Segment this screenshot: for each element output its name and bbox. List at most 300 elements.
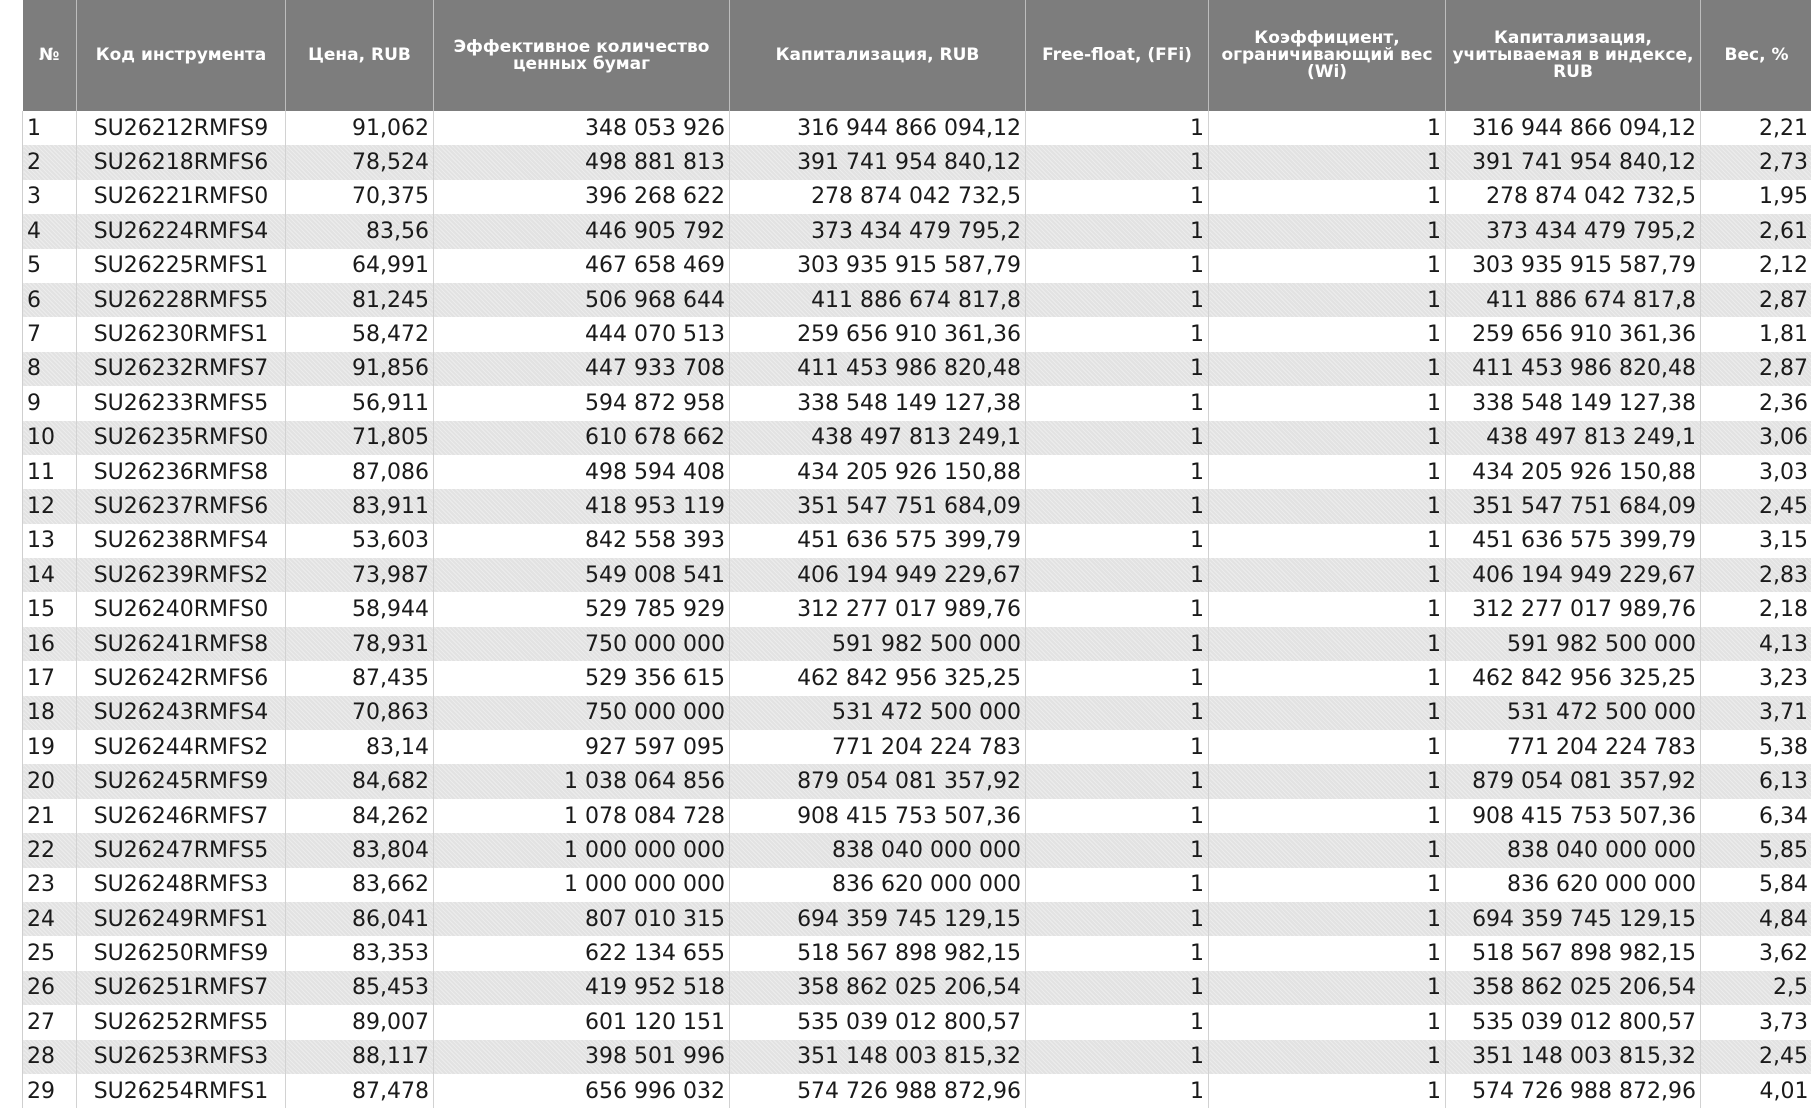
cell-instrument-code: SU26246RMFS7 — [77, 799, 286, 833]
header-index-capitalization: Капитализация, учитываемая в индексе, RUB — [1446, 0, 1701, 111]
header-effective-quantity: Эффективное количество ценных бумаг — [434, 0, 730, 111]
table-row — [23, 455, 1811, 489]
cell-weight-coefficient: 1 — [1209, 352, 1446, 386]
index-composition-table — [22, 0, 1811, 1108]
cell-free-float: 1 — [1026, 868, 1209, 902]
cell-price: 64,991 — [286, 249, 434, 283]
header-instrument-code: Код инструмента — [77, 0, 286, 111]
table-row — [23, 180, 1811, 214]
cell-effective-quantity: 807 010 315 — [434, 902, 730, 936]
table-row — [23, 421, 1811, 455]
cell-number: 24 — [23, 902, 77, 936]
cell-price: 58,944 — [286, 592, 434, 626]
cell-instrument-code: SU26225RMFS1 — [77, 249, 286, 283]
cell-free-float: 1 — [1026, 283, 1209, 317]
cell-number: 25 — [23, 936, 77, 970]
cell-instrument-code: SU26236RMFS8 — [77, 455, 286, 489]
table-row — [23, 352, 1811, 386]
cell-capitalization: 316 944 866 094,12 — [730, 111, 1026, 145]
cell-index-capitalization: 531 472 500 000 — [1446, 696, 1701, 730]
cell-effective-quantity: 529 785 929 — [434, 592, 730, 626]
cell-instrument-code: SU26230RMFS1 — [77, 317, 286, 351]
cell-weight: 4,13 — [1701, 627, 1811, 661]
cell-effective-quantity: 418 953 119 — [434, 489, 730, 523]
cell-free-float: 1 — [1026, 214, 1209, 248]
cell-number: 16 — [23, 627, 77, 661]
cell-capitalization: 879 054 081 357,92 — [730, 764, 1026, 798]
cell-price: 83,56 — [286, 214, 434, 248]
cell-capitalization: 411 453 986 820,48 — [730, 352, 1026, 386]
cell-index-capitalization: 591 982 500 000 — [1446, 627, 1701, 661]
cell-instrument-code: SU26250RMFS9 — [77, 936, 286, 970]
table-row — [23, 283, 1811, 317]
cell-free-float: 1 — [1026, 730, 1209, 764]
cell-capitalization: 391 741 954 840,12 — [730, 145, 1026, 179]
cell-weight-coefficient: 1 — [1209, 696, 1446, 730]
cell-capitalization: 836 620 000 000 — [730, 868, 1026, 902]
table-row — [23, 249, 1811, 283]
cell-weight: 2,73 — [1701, 145, 1811, 179]
cell-index-capitalization: 434 205 926 150,88 — [1446, 455, 1701, 489]
header-row — [23, 0, 1811, 111]
table-row — [23, 833, 1811, 867]
cell-weight: 3,23 — [1759, 665, 1808, 691]
cell-instrument-code: SU26228RMFS5 — [77, 283, 286, 317]
table-body — [23, 111, 1811, 1108]
cell-capitalization: 351 148 003 815,32 — [730, 1040, 1026, 1074]
cell-free-float: 1 — [1026, 936, 1209, 970]
cell-weight-coefficient: 1 — [1209, 764, 1446, 798]
header-weight-coefficient: Коэффициент, ограничивающий вес (Wi) — [1209, 0, 1446, 111]
cell-index-capitalization: 438 497 813 249,1 — [1446, 421, 1701, 455]
cell-weight: 2,87 — [1701, 352, 1811, 386]
table-row — [23, 592, 1811, 626]
cell-free-float: 1 — [1026, 971, 1209, 1005]
cell-weight: 3,06 — [1701, 421, 1811, 455]
cell-index-capitalization: 391 741 954 840,12 — [1446, 145, 1701, 179]
cell-weight: 3,15 — [1759, 528, 1808, 554]
table-row — [23, 661, 1811, 695]
cell-free-float: 1 — [1026, 696, 1209, 730]
cell-weight-coefficient: 1 — [1209, 249, 1446, 283]
cell-index-capitalization: 316 944 866 094,12 — [1446, 111, 1701, 145]
cell-effective-quantity: 419 952 518 — [434, 971, 730, 1005]
cell-free-float: 1 — [1026, 352, 1209, 386]
cell-price: 84,682 — [286, 764, 434, 798]
table-row — [23, 627, 1811, 661]
cell-capitalization: 411 886 674 817,8 — [730, 283, 1026, 317]
cell-instrument-code: SU26240RMFS0 — [77, 592, 286, 626]
cell-instrument-code: SU26221RMFS0 — [77, 180, 286, 214]
cell-free-float: 1 — [1026, 592, 1209, 626]
cell-effective-quantity: 506 968 644 — [434, 283, 730, 317]
cell-index-capitalization: 451 636 575 399,79 — [1446, 524, 1701, 558]
cell-capitalization: 531 472 500 000 — [730, 696, 1026, 730]
cell-price: 89,007 — [286, 1005, 434, 1039]
table-row — [23, 799, 1811, 833]
cell-index-capitalization: 518 567 898 982,15 — [1446, 936, 1701, 970]
cell-index-capitalization: 351 148 003 815,32 — [1446, 1040, 1701, 1074]
cell-weight: 3,73 — [1759, 1009, 1808, 1035]
cell-weight: 6,13 — [1701, 764, 1811, 798]
cell-number: 29 — [23, 1074, 77, 1108]
cell-capitalization: 838 040 000 000 — [730, 833, 1026, 867]
cell-index-capitalization: 771 204 224 783 — [1446, 730, 1701, 764]
cell-price: 87,086 — [286, 455, 434, 489]
cell-price: 83,804 — [286, 833, 434, 867]
cell-price: 87,435 — [286, 661, 434, 695]
cell-effective-quantity: 467 658 469 — [434, 249, 730, 283]
cell-weight: 4,01 — [1759, 1078, 1809, 1104]
cell-weight-coefficient: 1 — [1209, 730, 1446, 764]
cell-capitalization: 518 567 898 982,15 — [730, 936, 1026, 970]
cell-price: 85,453 — [286, 971, 434, 1005]
cell-price: 83,353 — [286, 936, 434, 970]
cell-number: 15 — [23, 592, 77, 626]
cell-instrument-code: SU26212RMFS9 — [77, 111, 286, 145]
cell-weight-coefficient: 1 — [1209, 145, 1446, 179]
cell-effective-quantity: 498 594 408 — [434, 455, 730, 489]
cell-number: 14 — [23, 558, 77, 592]
cell-price: 78,931 — [286, 627, 434, 661]
cell-free-float: 1 — [1026, 249, 1209, 283]
cell-index-capitalization: 278 874 042 732,5 — [1446, 180, 1701, 214]
cell-number: 4 — [23, 214, 77, 248]
cell-number: 18 — [23, 696, 77, 730]
header-number: № — [23, 0, 77, 111]
table-row — [23, 558, 1811, 592]
cell-instrument-code: SU26244RMFS2 — [77, 730, 286, 764]
cell-number: 13 — [23, 524, 77, 558]
cell-index-capitalization: 259 656 910 361,36 — [1446, 317, 1701, 351]
cell-number: 2 — [23, 145, 77, 179]
cell-weight-coefficient: 1 — [1209, 524, 1446, 558]
cell-free-float: 1 — [1026, 1040, 1209, 1074]
index-composition-table-wrapper — [22, 0, 1811, 1108]
cell-price: 56,911 — [286, 386, 434, 420]
cell-free-float: 1 — [1026, 661, 1209, 695]
cell-weight-coefficient: 1 — [1209, 1074, 1446, 1108]
cell-weight-coefficient: 1 — [1209, 1005, 1446, 1039]
header-free-float: Free-float, (FFi) — [1026, 0, 1209, 111]
cell-free-float: 1 — [1026, 489, 1209, 523]
cell-weight: 3,03 — [1759, 459, 1808, 485]
table-row — [23, 214, 1811, 248]
cell-effective-quantity: 396 268 622 — [434, 180, 730, 214]
cell-capitalization: 351 547 751 684,09 — [730, 489, 1026, 523]
cell-number: 20 — [23, 764, 77, 798]
cell-free-float: 1 — [1026, 833, 1209, 867]
cell-capitalization: 535 039 012 800,57 — [730, 1005, 1026, 1039]
cell-weight-coefficient: 1 — [1209, 971, 1446, 1005]
cell-instrument-code: SU26239RMFS2 — [77, 558, 286, 592]
cell-weight-coefficient: 1 — [1209, 902, 1446, 936]
header-capitalization: Капитализация, RUB — [730, 0, 1026, 111]
cell-free-float: 1 — [1026, 317, 1209, 351]
cell-capitalization: 574 726 988 872,96 — [730, 1074, 1026, 1108]
cell-index-capitalization: 411 886 674 817,8 — [1446, 283, 1701, 317]
cell-weight-coefficient: 1 — [1209, 936, 1446, 970]
cell-index-capitalization: 838 040 000 000 — [1446, 833, 1701, 867]
table-row — [23, 902, 1811, 936]
cell-weight: 2,36 — [1759, 390, 1808, 416]
cell-index-capitalization: 358 862 025 206,54 — [1446, 971, 1701, 1005]
cell-price: 53,603 — [286, 524, 434, 558]
cell-weight-coefficient: 1 — [1209, 180, 1446, 214]
table-row — [23, 489, 1811, 523]
cell-weight-coefficient: 1 — [1209, 661, 1446, 695]
cell-effective-quantity: 1 078 084 728 — [434, 799, 730, 833]
cell-number: 9 — [23, 386, 77, 420]
cell-weight: 4,84 — [1701, 902, 1811, 936]
cell-effective-quantity: 348 053 926 — [434, 111, 730, 145]
cell-price: 83,911 — [286, 489, 434, 523]
cell-capitalization: 908 415 753 507,36 — [730, 799, 1026, 833]
cell-instrument-code: SU26251RMFS7 — [77, 971, 286, 1005]
cell-index-capitalization: 338 548 149 127,38 — [1446, 386, 1701, 420]
cell-number: 28 — [23, 1040, 77, 1074]
cell-effective-quantity: 1 038 064 856 — [434, 764, 730, 798]
table-row — [23, 1074, 1811, 1108]
cell-weight-coefficient: 1 — [1209, 455, 1446, 489]
cell-number: 8 — [23, 352, 77, 386]
cell-price: 88,117 — [286, 1040, 434, 1074]
cell-effective-quantity: 594 872 958 — [434, 386, 730, 420]
cell-effective-quantity: 1 000 000 000 — [434, 868, 730, 902]
cell-index-capitalization: 535 039 012 800,57 — [1446, 1005, 1701, 1039]
cell-index-capitalization: 462 842 956 325,25 — [1446, 661, 1701, 695]
cell-index-capitalization: 908 415 753 507,36 — [1446, 799, 1701, 833]
cell-effective-quantity: 1 000 000 000 — [434, 833, 730, 867]
cell-index-capitalization: 351 547 751 684,09 — [1446, 489, 1701, 523]
cell-instrument-code: SU26252RMFS5 — [77, 1005, 286, 1039]
cell-weight: 2,21 — [1759, 115, 1808, 141]
cell-effective-quantity: 610 678 662 — [434, 421, 730, 455]
cell-instrument-code: SU26243RMFS4 — [77, 696, 286, 730]
cell-price: 71,805 — [286, 421, 434, 455]
cell-effective-quantity: 601 120 151 — [434, 1005, 730, 1039]
cell-number: 10 — [23, 421, 77, 455]
cell-number: 11 — [23, 455, 77, 489]
cell-number: 1 — [23, 111, 77, 145]
cell-weight: 1,81 — [1759, 322, 1808, 348]
cell-weight: 2,18 — [1759, 597, 1808, 623]
cell-instrument-code: SU26242RMFS6 — [77, 661, 286, 695]
cell-price: 70,863 — [286, 696, 434, 730]
cell-instrument-code: SU26254RMFS1 — [77, 1074, 286, 1108]
cell-effective-quantity: 398 501 996 — [434, 1040, 730, 1074]
cell-instrument-code: SU26233RMFS5 — [77, 386, 286, 420]
cell-instrument-code: SU26218RMFS6 — [77, 145, 286, 179]
cell-capitalization: 462 842 956 325,25 — [730, 661, 1026, 695]
cell-effective-quantity: 842 558 393 — [434, 524, 730, 558]
cell-effective-quantity: 444 070 513 — [434, 317, 730, 351]
cell-weight: 1,95 — [1759, 184, 1808, 210]
cell-weight-coefficient: 1 — [1209, 489, 1446, 523]
cell-weight: 2,87 — [1701, 283, 1811, 317]
cell-instrument-code: SU26224RMFS4 — [77, 214, 286, 248]
cell-number: 26 — [23, 971, 77, 1005]
cell-free-float: 1 — [1026, 180, 1209, 214]
cell-index-capitalization: 406 194 949 229,67 — [1446, 558, 1701, 592]
table-row — [23, 936, 1811, 970]
cell-free-float: 1 — [1026, 627, 1209, 661]
cell-effective-quantity: 529 356 615 — [434, 661, 730, 695]
cell-number: 19 — [23, 730, 77, 764]
cell-instrument-code: SU26237RMFS6 — [77, 489, 286, 523]
cell-capitalization: 373 434 479 795,2 — [730, 214, 1026, 248]
cell-weight-coefficient: 1 — [1209, 421, 1446, 455]
cell-effective-quantity: 446 905 792 — [434, 214, 730, 248]
cell-instrument-code: SU26248RMFS3 — [77, 868, 286, 902]
cell-weight: 5,84 — [1759, 872, 1808, 898]
cell-effective-quantity: 656 996 032 — [434, 1074, 730, 1108]
cell-index-capitalization: 373 434 479 795,2 — [1446, 214, 1701, 248]
cell-effective-quantity: 447 933 708 — [434, 352, 730, 386]
cell-free-float: 1 — [1026, 799, 1209, 833]
cell-price: 84,262 — [286, 799, 434, 833]
table-row — [23, 971, 1811, 1005]
cell-free-float: 1 — [1026, 455, 1209, 489]
cell-weight: 2,61 — [1701, 214, 1811, 248]
table-row — [23, 696, 1811, 730]
cell-weight: 3,62 — [1759, 941, 1808, 967]
table-row — [23, 317, 1811, 351]
cell-instrument-code: SU26247RMFS5 — [77, 833, 286, 867]
cell-instrument-code: SU26238RMFS4 — [77, 524, 286, 558]
cell-price: 83,662 — [286, 868, 434, 902]
cell-capitalization: 338 548 149 127,38 — [730, 386, 1026, 420]
cell-number: 27 — [23, 1005, 77, 1039]
cell-index-capitalization: 303 935 915 587,79 — [1446, 249, 1701, 283]
header-weight: Вес, % — [1701, 0, 1811, 111]
cell-effective-quantity: 750 000 000 — [434, 696, 730, 730]
cell-weight: 6,34 — [1759, 803, 1808, 829]
cell-capitalization: 278 874 042 732,5 — [730, 180, 1026, 214]
cell-weight-coefficient: 1 — [1209, 868, 1446, 902]
cell-weight-coefficient: 1 — [1209, 214, 1446, 248]
cell-price: 73,987 — [286, 558, 434, 592]
cell-price: 81,245 — [286, 283, 434, 317]
cell-number: 22 — [23, 833, 77, 867]
cell-weight-coefficient: 1 — [1209, 1040, 1446, 1074]
cell-number: 23 — [23, 868, 77, 902]
cell-index-capitalization: 879 054 081 357,92 — [1446, 764, 1701, 798]
cell-instrument-code: SU26232RMFS7 — [77, 352, 286, 386]
cell-index-capitalization: 694 359 745 129,15 — [1446, 902, 1701, 936]
cell-weight-coefficient: 1 — [1209, 283, 1446, 317]
cell-number: 6 — [23, 283, 77, 317]
cell-free-float: 1 — [1026, 902, 1209, 936]
cell-free-float: 1 — [1026, 524, 1209, 558]
cell-number: 12 — [23, 489, 77, 523]
table-row — [23, 111, 1811, 145]
cell-price: 91,062 — [286, 111, 434, 145]
cell-weight-coefficient: 1 — [1209, 799, 1446, 833]
cell-capitalization: 451 636 575 399,79 — [730, 524, 1026, 558]
table-row — [23, 145, 1811, 179]
cell-weight-coefficient: 1 — [1209, 558, 1446, 592]
table-row — [23, 1040, 1811, 1074]
cell-capitalization: 434 205 926 150,88 — [730, 455, 1026, 489]
cell-price: 91,856 — [286, 352, 434, 386]
table-row — [23, 764, 1811, 798]
cell-index-capitalization: 411 453 986 820,48 — [1446, 352, 1701, 386]
cell-effective-quantity: 498 881 813 — [434, 145, 730, 179]
cell-instrument-code: SU26245RMFS9 — [77, 764, 286, 798]
cell-free-float: 1 — [1026, 1005, 1209, 1039]
cell-weight: 5,85 — [1701, 833, 1811, 867]
header-price: Цена, RUB — [286, 0, 434, 111]
cell-number: 7 — [23, 317, 77, 351]
table-row — [23, 524, 1811, 558]
cell-index-capitalization: 312 277 017 989,76 — [1446, 592, 1701, 626]
cell-capitalization: 694 359 745 129,15 — [730, 902, 1026, 936]
cell-capitalization: 259 656 910 361,36 — [730, 317, 1026, 351]
table-row — [23, 868, 1811, 902]
cell-instrument-code: SU26235RMFS0 — [77, 421, 286, 455]
cell-free-float: 1 — [1026, 1074, 1209, 1108]
cell-capitalization: 771 204 224 783 — [730, 730, 1026, 764]
cell-weight-coefficient: 1 — [1209, 627, 1446, 661]
cell-effective-quantity: 750 000 000 — [434, 627, 730, 661]
cell-effective-quantity: 927 597 095 — [434, 730, 730, 764]
cell-effective-quantity: 622 134 655 — [434, 936, 730, 970]
cell-free-float: 1 — [1026, 111, 1209, 145]
cell-instrument-code: SU26241RMFS8 — [77, 627, 286, 661]
cell-weight: 3,71 — [1701, 696, 1811, 730]
cell-weight: 2,45 — [1701, 1040, 1811, 1074]
cell-weight: 2,5 — [1701, 971, 1811, 1005]
cell-instrument-code: SU26253RMFS3 — [77, 1040, 286, 1074]
cell-weight-coefficient: 1 — [1209, 833, 1446, 867]
cell-free-float: 1 — [1026, 386, 1209, 420]
cell-index-capitalization: 836 620 000 000 — [1446, 868, 1701, 902]
cell-capitalization: 406 194 949 229,67 — [730, 558, 1026, 592]
cell-weight: 2,12 — [1759, 253, 1808, 279]
cell-number: 5 — [23, 249, 77, 283]
cell-free-float: 1 — [1026, 764, 1209, 798]
table-header — [23, 0, 1811, 111]
cell-weight: 2,83 — [1701, 558, 1811, 592]
cell-price: 58,472 — [286, 317, 434, 351]
cell-price: 86,041 — [286, 902, 434, 936]
cell-weight: 2,45 — [1701, 489, 1811, 523]
cell-weight-coefficient: 1 — [1209, 386, 1446, 420]
table-row — [23, 730, 1811, 764]
cell-capitalization: 303 935 915 587,79 — [730, 249, 1026, 283]
cell-free-float: 1 — [1026, 145, 1209, 179]
cell-free-float: 1 — [1026, 421, 1209, 455]
cell-weight-coefficient: 1 — [1209, 111, 1446, 145]
cell-weight-coefficient: 1 — [1209, 592, 1446, 626]
cell-instrument-code: SU26249RMFS1 — [77, 902, 286, 936]
cell-price: 83,14 — [286, 730, 434, 764]
cell-capitalization: 591 982 500 000 — [730, 627, 1026, 661]
cell-price: 70,375 — [286, 180, 434, 214]
cell-weight-coefficient: 1 — [1209, 317, 1446, 351]
table-row — [23, 386, 1811, 420]
cell-capitalization: 358 862 025 206,54 — [730, 971, 1026, 1005]
cell-number: 3 — [23, 180, 77, 214]
cell-price: 78,524 — [286, 145, 434, 179]
cell-effective-quantity: 549 008 541 — [434, 558, 730, 592]
cell-capitalization: 438 497 813 249,1 — [730, 421, 1026, 455]
cell-index-capitalization: 574 726 988 872,96 — [1446, 1074, 1701, 1108]
cell-free-float: 1 — [1026, 558, 1209, 592]
cell-weight: 5,38 — [1759, 734, 1808, 760]
cell-price: 87,478 — [286, 1074, 434, 1108]
